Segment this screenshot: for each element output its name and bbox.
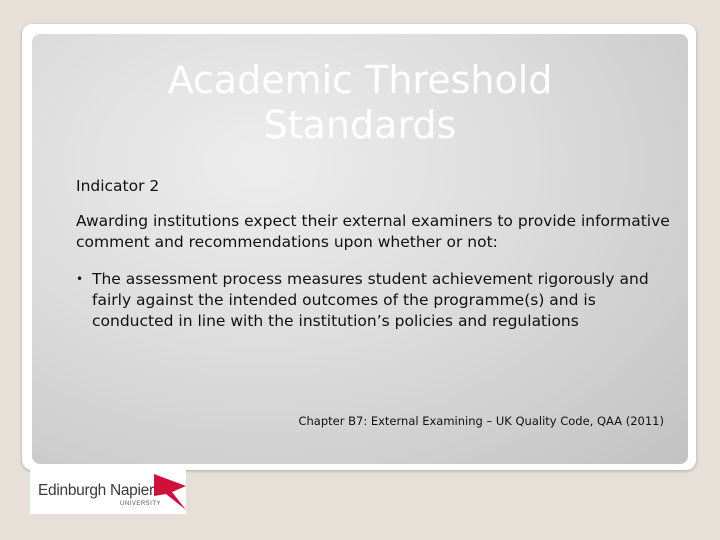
- logo-subtitle: UNIVERSITY: [120, 501, 162, 507]
- slide-title: [40, 58, 680, 148]
- slide-content: [76, 176, 676, 332]
- logo-name: Edinburgh Napier: [38, 482, 154, 499]
- bullet-item: [76, 269, 676, 332]
- body-paragraph: Awarding institutions expect their external examiners to provide informative comment and recommendations upon whether or not:: [76, 212, 670, 251]
- citation: Chapter B7: External Examining – UK Quality Code, QAA (2011): [298, 414, 664, 428]
- bullet-marker: •: [76, 272, 84, 286]
- edinburgh-napier-flag-icon: [152, 472, 188, 512]
- slide-title-line-1: Academic Threshold: [167, 58, 553, 102]
- slide-title-line-2: Standards: [263, 103, 457, 147]
- bullet-text: The assessment process measures student achievement rigorously and fairly against the intended outcomes of the programme(s) and is conducted in line with the institution’s policies and regulations: [92, 270, 649, 330]
- bullet-list: [76, 269, 676, 332]
- indicator-heading: Indicator 2: [76, 177, 160, 195]
- university-logo: [30, 470, 186, 514]
